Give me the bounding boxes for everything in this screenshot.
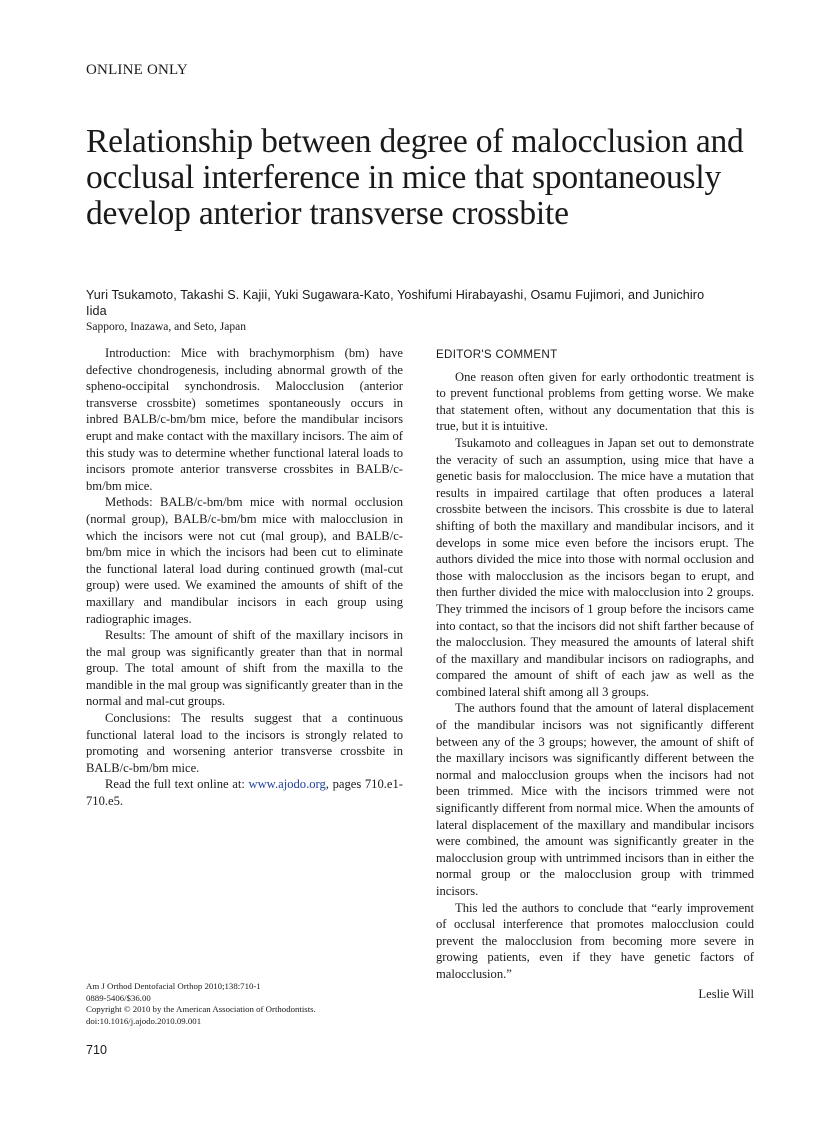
citation-doi: doi:10.1016/j.ajodo.2010.09.001 (86, 1015, 202, 1026)
journal-link[interactable]: www.ajodo.org (248, 777, 326, 792)
abstract-results-text: The amount of shift of the maxillary incisors in the mal group was significantly greater than that in normal group. The total amount of shift from the maxilla to the mandible in the mal group was significantly greater than in the normal and mal-cut groups. (86, 628, 404, 709)
abstract-methods-text: BALB/c-bm/bm mice with normal occlusion (normal group), BALB/c-bm/bm mice with malocclusion in which the incisors were not cut (mal group), and BALB/c-bm/bm mice in which the incisors had been cut to eliminate the functional lateral load during continued growth (mal-cut group) were used. We examined the amounts of shift of the maxillary and mandibular incisors in each group using radiographic images. (86, 495, 403, 626)
citation-journal: Am J Orthod Dentofacial Orthop 2010;138:710-1 (86, 981, 261, 991)
read-more (86, 776, 403, 809)
editor-comment-heading: EDITOR'S COMMENT (436, 348, 558, 361)
abstract-methods (86, 494, 403, 627)
editor-comment (436, 347, 754, 1002)
section-label: ONLINE ONLY (86, 62, 188, 78)
editor-comment-paragraph: One reason often given for early orthodontic treatment is to prevent functional problems from getting worse. We make that statement often, without any documentation that this is true, but it is intuitive. (436, 369, 754, 434)
abstract-conclusions-label: Conclusions: (105, 711, 171, 726)
citation-copyright: Copyright © 2010 by the American Association of Orthodontists. (86, 1004, 316, 1015)
abstract-methods-label: Methods: (105, 495, 153, 510)
abstract-results (86, 627, 403, 710)
citation-issn: 0889-5406/$36.00 (86, 992, 151, 1003)
abstract-introduction-label: Introduction: (105, 346, 171, 360)
abstract-introduction (86, 345, 403, 494)
author-list: Yuri Tsukamoto, Takashi S. Kajii, Yuki Sugawara-Kato, Yoshifumi Hirabayashi, Osamu Fujimori, and Junichiro Iida (86, 288, 705, 318)
editor-comment-paragraph: The authors found that the amount of lateral displacement of the mandibular incisors was not significantly different between any of the 3 groups; however, the amount of shift of the maxillary incisors was significantly different between the normal and malocclusion groups when the incisors had not been trimmed. Mice with the incisors trimmed were not significantly different from normal mice. When the amounts of lateral displacement of the maxillary and mandibular incisors were combined, the amount was significantly greater in the malocclusion group with untrimmed incisors than in either the normal group or the malocclusion group with trimmed incisors. (436, 701, 754, 898)
abstract-results-label: Results: (105, 628, 146, 643)
abstract-conclusions (86, 710, 403, 776)
read-more-prefix: Read the full text online at: (105, 777, 245, 792)
editor-comment-paragraph: This led the authors to conclude that “early improvement of occlusal interference that promotes malocclusion could prevent the malocclusion from becoming more severe in growing patients, even if they have genetic factors of malocclusion.” (436, 900, 754, 981)
citation-block (86, 981, 316, 1027)
page-number: 710 (86, 1043, 108, 1057)
affiliation: Sapporo, Inazawa, and Seto, Japan (86, 321, 246, 333)
abstract (86, 345, 403, 810)
editor-comment-paragraph: Tsukamoto and colleagues in Japan set out to demonstrate the veracity of such an assumption, using mice that have a genetic basis for malocclusion. The mice have a mutation that results in impaired cartilage that often produces a lateral crossbite between the incisors. This crossbite is due to lateral shifting of both the maxillary and mandibular incisors, and it develops in some mice even before the incisors erupt. The authors divided the mice into those with normal occlusion and those with malocclusion as the incisors began to erupt, and then further divided the mice with malocclusion into 2 groups. They trimmed the incisors of 1 group before the incisors came into contact, so that the incisors did not shift farther because of the malocclusion. They measured the amounts of lateral shift of the maxillary and mandibular incisors on radiographs, and compared the amount of shift of each jaw as well as the combined lateral shift among all 3 groups. (436, 435, 754, 699)
abstract-conclusions-text: The results suggest that a continuous functional lateral load to the incisors is strongly related to promoting and worsening anterior transverse crossbite in BALB/c-bm/bm mice. (86, 711, 403, 775)
abstract-introduction-text: Mice with brachymorphism (bm) have defective chondrogenesis, including abnormal growth of the spheno-occipital synchondrosis. Malocclusion (anterior transverse crossbite) sometimes spontaneously occurs in inbred BALB/c-bm/bm mice, before the mandibular incisors erupt and make contact with the maxillary incisors. The aim of this study was to determine whether functional lateral loads to incisors promote anterior transverse crossbites in BALB/c-bm/bm mice. (86, 346, 403, 493)
read-more-pages: , pages 710.e1-710.e5. (86, 777, 403, 809)
editor-signature: Leslie Will (698, 986, 754, 1001)
article-title: Relationship between degree of malocclusion and occlusal interference in mice that spontaneously develop anterior transverse crossbite (86, 123, 744, 232)
